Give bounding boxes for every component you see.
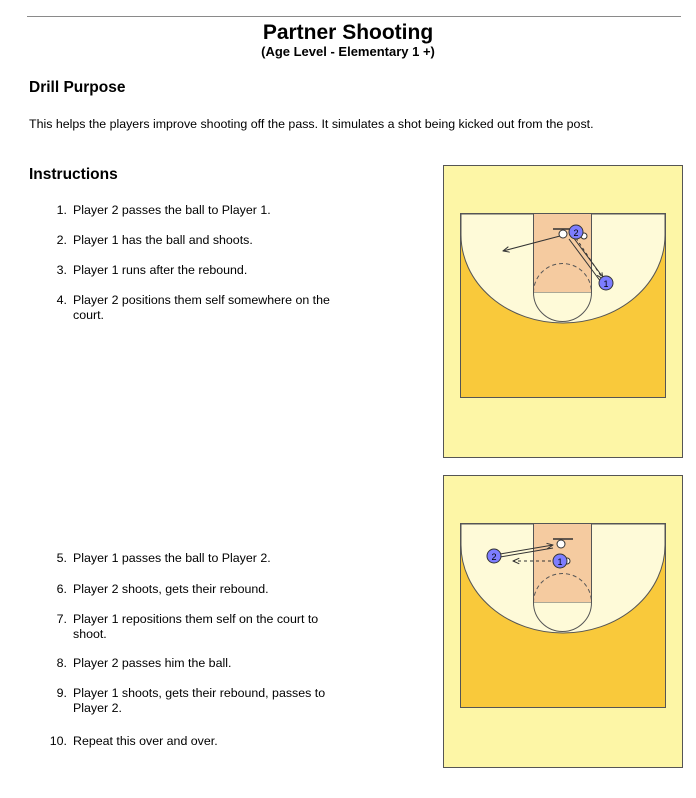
player-2-marker [569,225,583,239]
step-number: 7. [56,612,67,626]
top-rule [27,16,681,17]
page-title: Partner Shooting [262,21,434,44]
basket-hoop [559,230,567,238]
player-1-marker [599,276,613,290]
step-text: Player 2 passes the ball to Player 1. [73,203,271,217]
player-1-label: 1 [603,279,609,289]
step-text: Player 1 shoots, gets their rebound, passes to Player 2. [73,686,326,715]
court-diagram-1 [443,165,683,458]
step-number: 10. [49,734,67,748]
step-number: 4. [56,293,67,307]
instructions-heading: Instructions [29,166,118,183]
purpose-text: This helps the players improve shooting off the pass. It simulates a shot being kicked out from the post. [29,117,594,131]
step-text: Player 2 positions them self somewhere on the court. [73,293,330,322]
step-text: Repeat this over and over. [73,734,218,748]
step-number: 5. [56,551,67,565]
court-diagram-2 [443,475,683,768]
player-2-label: 2 [573,228,579,238]
court-diagram-svg [443,475,683,768]
free-throw-lane [534,214,592,293]
step-number: 8. [56,656,67,670]
player-2-label: 2 [491,552,497,562]
step-number: 9. [56,686,67,700]
step-number: 6. [56,582,67,596]
player-1-marker [553,554,567,568]
step-number: 2. [56,233,67,247]
step-number: 1. [56,203,67,217]
step-number: 3. [56,263,67,277]
court-diagram-svg [443,165,683,458]
player-2-marker [487,549,501,563]
step-text: Player 1 runs after the rebound. [73,263,248,277]
step-text: Player 1 passes the ball to Player 2. [73,551,271,565]
player-1-label: 1 [557,557,563,567]
step-text: Player 1 repositions them self on the court to shoot. [73,612,319,641]
step-text: Player 1 has the ball and shoots. [73,233,253,247]
purpose-heading: Drill Purpose [29,79,126,96]
basket-hoop [557,540,565,548]
step-text: Player 2 passes him the ball. [73,656,232,670]
page-subtitle: (Age Level - Elementary 1 +) [261,44,435,59]
step-text: Player 2 shoots, gets their rebound. [73,582,269,596]
